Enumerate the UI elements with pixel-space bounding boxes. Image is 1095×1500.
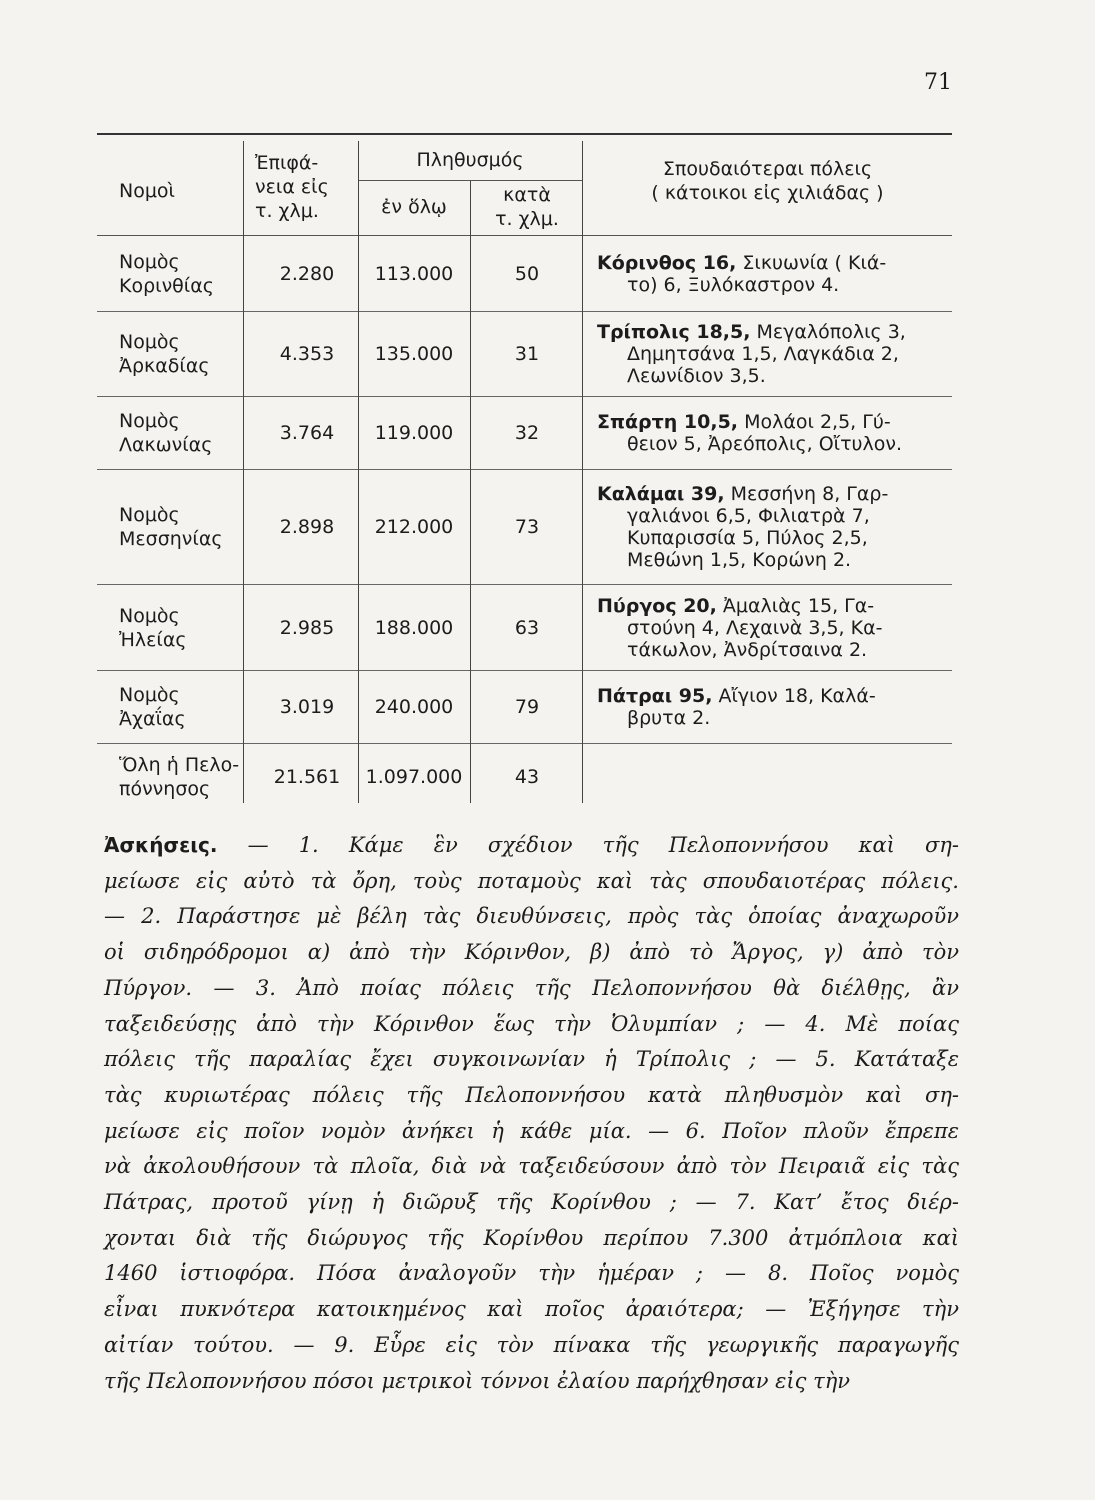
prefecture-name: Νομὸς Ἀρκαδίας <box>119 331 210 377</box>
table-row <box>97 470 952 585</box>
main-city: Κόρινθος 16, <box>597 252 737 274</box>
header-cities: Σπουδαιότεραι πόλεις ( κάτοικοι εἰς χιλιάδας ) <box>651 158 884 204</box>
exercise-line: μείωσε εἰς ποῖον νομὸν ἀνήκει ἡ κάθε μία. — 6. Ποῖον πλοῦν ἔπρεπε <box>104 1118 959 1143</box>
exercise-line: τὰς κυριωτέρας πόλεις τῆς Πελοποννήσου κατὰ πληθυσμὸν καὶ ση- <box>104 1082 959 1107</box>
exercise-line: χονται διὰ τῆς διώρυγος τῆς Κορίνθου περίπου 7.300 ἀτμόπλοια καὶ <box>104 1225 959 1250</box>
cell-area: 4.353 <box>279 343 335 365</box>
exercise-line: — 2. Παράστησε μὲ βέλη τὰς διευθύνσεις, πρὸς τὰς ὁποίας ἀναχωροῦν <box>104 904 959 929</box>
cities-cell <box>597 595 947 661</box>
city-text: Αἴγιον 18, Καλά- <box>712 685 876 707</box>
cell-population: 188.000 <box>374 617 454 639</box>
header-pop-density: κατὰ τ. χλμ. <box>495 184 559 230</box>
table-row <box>97 585 952 671</box>
city-text: βρυτα 2. <box>627 707 711 729</box>
exercise-line: νὰ ἀκολουθήσουν τὰ πλοῖα, διὰ νὰ ταξειδεύσουν ἀπὸ τὸν Πειραιᾶ εἰς τὰς <box>104 1154 959 1179</box>
exercise-line: — 1. Κάμε ἓν σχέδιον τῆς Πελοποννήσου καὶ ση- <box>217 833 959 857</box>
cities-cell <box>597 483 947 571</box>
header-pop-total: ἐν ὅλῳ <box>381 196 447 218</box>
city-text: το) 6, Ξυλόκαστρον 4. <box>627 274 840 296</box>
main-city: Πάτραι 95, <box>597 685 713 707</box>
cell-density: 79 <box>514 696 540 718</box>
page-number: 71 <box>924 70 952 95</box>
cell-density: 31 <box>514 343 540 365</box>
exercise-line: πόλεις τῆς παραλίας ἔχει συγκοινωνίαν ἡ Τρίπολις ; — 5. Κατάταξε <box>104 1047 959 1072</box>
cell-population: 240.000 <box>374 696 454 718</box>
cities-cell <box>597 321 947 387</box>
cell-population: 212.000 <box>374 516 454 538</box>
cell-population: 113.000 <box>374 263 454 285</box>
main-city: Καλάμαι 39, <box>597 483 725 505</box>
city-text: τάκωλον, Ἀνδρίτσαινα 2. <box>627 639 868 661</box>
exercise-line: ταξειδεύσῃς ἀπὸ τὴν Κόρινθον ἕως τὴν Ὀλυμπίαν ; — 4. Μὲ ποίας <box>104 1011 959 1036</box>
cell-area: 3.019 <box>279 696 335 718</box>
cell-area: 2.280 <box>279 263 335 285</box>
cell-density: 63 <box>514 617 540 639</box>
exercise-line: αἰτίαν τούτου. — 9. Εὗρε εἰς τὸν πίνακα τῆς γεωργικῆς παραγωγῆς <box>104 1332 959 1357</box>
city-text: Μολάοι 2,5, Γύ- <box>738 411 891 433</box>
exercises-paragraph <box>104 828 959 1399</box>
exercises-heading: Ἀσκήσεις. <box>104 833 218 857</box>
table-row <box>97 744 952 809</box>
exercise-line: οἱ σιδηρόδρομοι α) ἀπὸ τὴν Κόρινθον, β) ἀπὸ τὸ Ἄργος, γ) ἀπὸ τὸν <box>104 940 959 965</box>
city-text: Μεσσήνη 8, Γαρ- <box>724 483 889 505</box>
cell-density: 50 <box>514 263 540 285</box>
prefecture-name: Νομὸς Κορινθίας <box>119 251 214 297</box>
table-row <box>97 236 952 312</box>
city-text: Δημητσάνα 1,5, Λαγκάδια 2, <box>627 343 899 365</box>
city-text: θειον 5, Ἀρεόπολις, Οἴτυλον. <box>627 433 903 455</box>
exercise-line: τῆς Πελοποννήσου πόσοι μετρικοὶ τόννοι ἐλαίου παρήχθησαν εἰς τὴν <box>104 1368 851 1393</box>
prefecture-name: Νομὸς Λακωνίας <box>119 410 213 456</box>
cell-area: 3.764 <box>279 422 335 444</box>
city-text: Σικυωνία ( Κιά- <box>736 252 887 274</box>
exercise-line: Πάτρας, προτοῦ γίνῃ ἡ διῶρυξ τῆς Κορίνθου ; — 7. Κατ’ ἔτος διέρ- <box>104 1190 959 1215</box>
cell-area: 21.561 <box>273 766 341 788</box>
cell-area: 2.985 <box>279 617 335 639</box>
main-city: Πύργος 20, <box>597 595 717 617</box>
cell-population: 135.000 <box>374 343 454 365</box>
cell-population: 1.097.000 <box>365 766 463 788</box>
main-city: Τρίπολις 18,5, <box>597 321 751 343</box>
header-prefecture: Νομοὶ <box>119 180 175 202</box>
city-text: Λεωνίδιον 3,5. <box>627 365 766 387</box>
population-table <box>97 133 952 809</box>
exercise-line: μείωσε εἰς αὐτὸ τὰ ὄρη, τοὺς ποταμοὺς καὶ τὰς σπουδαιοτέρας πόλεις. <box>104 868 959 893</box>
exercise-line: 1460 ἱστιοφόρα. Πόσα ἀναλογοῦν τὴν ἡμέραν ; — 8. Ποῖος νομὸς <box>104 1261 959 1286</box>
cell-population: 119.000 <box>374 422 454 444</box>
cities-cell <box>597 685 947 729</box>
table-row <box>97 397 952 470</box>
table-header <box>97 135 952 236</box>
table-row <box>97 312 952 397</box>
prefecture-name: Νομὸς Μεσσηνίας <box>119 504 223 550</box>
cities-cell <box>597 411 947 455</box>
prefecture-name: Ὅλη ἡ Πελο- πόννησος <box>119 754 240 800</box>
table-body <box>97 236 952 809</box>
city-text: Μεγαλόπολις 3, <box>750 321 906 343</box>
exercise-line: Πύργον. — 3. Ἀπὸ ποίας πόλεις τῆς Πελοποννήσου θὰ διέλθῃς, ἂν <box>104 975 959 1000</box>
city-text: Ἀμαλιὰς 15, Γα- <box>716 595 875 617</box>
header-population: Πληθυσμός <box>416 149 524 171</box>
prefecture-name: Νομὸς Ἠλείας <box>119 605 187 651</box>
prefecture-name: Νομὸς Ἀχαΐας <box>119 684 186 730</box>
cities-cell <box>597 252 947 296</box>
cell-density: 32 <box>514 422 540 444</box>
city-text: στούνη 4, Λεχαινὰ 3,5, Κα- <box>627 617 883 639</box>
city-text: γαλιάνοι 6,5, Φιλιατρὰ 7, <box>627 505 870 527</box>
table-row <box>97 671 952 744</box>
city-text: Μεθώνη 1,5, Κορώνη 2. <box>627 549 852 571</box>
city-text: Κυπαρισσία 5, Πύλος 2,5, <box>627 527 868 549</box>
main-city: Σπάρτη 10,5, <box>597 411 739 433</box>
header-area: Ἐπιφά- νεια εἰς τ. χλμ. <box>255 152 329 222</box>
exercise-line: εἶναι πυκνότερα κατοικημένος καὶ ποῖος ἀραιότερα; — Ἐξήγησε τὴν <box>104 1297 959 1322</box>
cell-density: 43 <box>514 766 540 788</box>
cell-area: 2.898 <box>279 516 335 538</box>
cell-density: 73 <box>514 516 540 538</box>
